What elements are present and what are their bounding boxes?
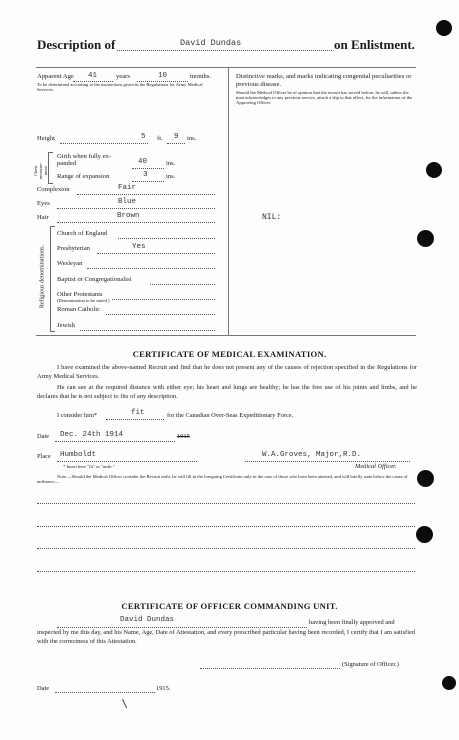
religion-bracket bbox=[50, 226, 55, 332]
roman-catholic-label: Roman Catholic bbox=[57, 306, 101, 313]
age-months-value: 10 bbox=[158, 72, 168, 80]
years-label: years bbox=[116, 73, 130, 80]
officer-signature-label: (Signature of Officer.) bbox=[342, 661, 399, 668]
fit-footnote: * Insert here "fit" or "unfit." bbox=[63, 464, 115, 469]
baptist-label: Baptist or Congregationalist bbox=[57, 276, 132, 283]
punch-hole-4 bbox=[417, 470, 434, 487]
distinctive-marks-title: Distinctive marks, and marks indicating congenital peculiarities or previous disease. bbox=[236, 73, 412, 88]
medical-officer-signature: W.A.Groves, Major,R.D. bbox=[262, 451, 362, 459]
wesleyan-label: Wesleyan bbox=[57, 260, 83, 267]
hair-value: Brown bbox=[117, 212, 140, 220]
range-ins-label: ins. bbox=[166, 173, 176, 180]
eyes-label: Eyes bbox=[37, 200, 50, 207]
commanding-line1-suffix: having been finally approved and bbox=[309, 619, 395, 626]
chest-measurement-label: Chest measure-ment bbox=[33, 162, 49, 180]
other-protestants-label: Other Protestants bbox=[57, 291, 103, 298]
girth-label: Girth when fully ex-panded bbox=[57, 153, 112, 167]
ink-mark bbox=[122, 698, 130, 709]
height-label: Height bbox=[37, 135, 55, 142]
divider-vertical bbox=[228, 67, 229, 335]
jewish-label: Jewish bbox=[57, 322, 75, 329]
medical-officer-label: Medical Officer. bbox=[355, 463, 397, 470]
complexion-label: Complexion bbox=[37, 186, 70, 193]
unfitness-line-2 bbox=[37, 526, 415, 527]
place-value: Humboldt bbox=[60, 451, 97, 459]
distinctive-marks-value: NIL: bbox=[262, 213, 282, 222]
presbyterian-label: Presbyterian bbox=[57, 245, 90, 252]
other-protestants-note: (Denomination to be stated.) bbox=[57, 298, 110, 303]
hair-label: Hair bbox=[37, 214, 49, 221]
medical-date-label: Date bbox=[37, 433, 50, 440]
age-note: To be determined according to the instructions given in the Regulations for Army Medical Services. bbox=[37, 82, 203, 93]
punch-hole-bottom bbox=[442, 676, 456, 690]
medical-para-2: He can see at the required distance with either eye; his heart and lungs are healthy; he has the free use of his joints and limbs, and he declares that he is not subject to fits of any description. bbox=[37, 384, 417, 400]
punch-hole-3 bbox=[417, 230, 434, 247]
fit-value: fit bbox=[131, 409, 145, 417]
height-ft-value: 5 bbox=[141, 133, 146, 141]
commanding-para: inspected by me this day, and his Name, Age, Date of Attestation, and every prescribed particular having been recorded, I certify that I am satisfied with the correctness of this Attestation. bbox=[37, 629, 415, 645]
medical-certificate-title: CERTIFICATE OF MEDICAL EXAMINATION. bbox=[132, 349, 327, 359]
commanding-year-printed: 1915. bbox=[156, 685, 171, 692]
distinctive-marks-note: Should the Medical Officer be of opinion that the recruit has served before, he will, unless the man acknowledges to any previous service, attach a slip to that effect, for the information of the Approving Officer. bbox=[236, 90, 413, 106]
ft-label: ft. bbox=[157, 135, 163, 142]
unfitness-line-1 bbox=[37, 503, 415, 504]
recruit-name: David Dundas bbox=[180, 38, 242, 48]
religious-denominations-label: Religious denominations. bbox=[38, 244, 46, 309]
ins-label: ins. bbox=[187, 135, 197, 142]
consider-prefix: I consider him* bbox=[57, 412, 98, 419]
months-label: months. bbox=[190, 73, 212, 80]
chest-bracket bbox=[48, 152, 53, 184]
consider-suffix: for the Canadian Over-Seas Expeditionary Force. bbox=[167, 412, 294, 419]
medical-para-1: I have examined the above-named Recruit and find that he does not present any of the causes of rejection specified in the Regulations for Army Medical Services. bbox=[37, 364, 417, 380]
medical-year-printed: 1915 bbox=[177, 433, 190, 440]
punch-hole-5 bbox=[416, 526, 433, 543]
girth-ins-label: ins. bbox=[166, 160, 176, 167]
place-label: Place bbox=[37, 453, 51, 460]
commanding-recruit-name: David Dundas bbox=[120, 616, 175, 624]
age-years-value: 41 bbox=[88, 72, 98, 80]
girth-value: 40 bbox=[138, 158, 148, 166]
unfitness-line-3 bbox=[37, 548, 415, 549]
complexion-value: Fair bbox=[118, 184, 137, 192]
range-value: 3 bbox=[143, 171, 148, 179]
medical-date-value: Dec. 24th 1914 bbox=[60, 431, 124, 439]
medical-note: Note.—Should the Medical Officer consider the Recruit unfit, he will fill in the foregoing Certificate only in the case of those who have been attested, and will briefly state below the cause of unfitness:— bbox=[37, 474, 408, 485]
punch-hole-top bbox=[436, 20, 452, 36]
divider-bottom bbox=[36, 335, 416, 336]
commanding-certificate-title: CERTIFICATE OF OFFICER COMMANDING UNIT. bbox=[121, 601, 338, 611]
divider-top bbox=[36, 67, 416, 68]
commanding-date-label: Date bbox=[37, 685, 50, 692]
presbyterian-value: Yes bbox=[132, 243, 146, 251]
height-ins-value: 9 bbox=[174, 133, 179, 141]
header-description-of: Description of bbox=[37, 37, 116, 52]
unfitness-line-4 bbox=[37, 571, 415, 572]
header-on-enlistment: on Enlistment. bbox=[334, 37, 415, 52]
church-of-england-label: Church of England bbox=[57, 230, 108, 237]
range-label: Range of expansion bbox=[57, 173, 110, 180]
punch-hole-2 bbox=[426, 162, 442, 178]
eyes-value: Blue bbox=[118, 198, 137, 206]
apparent-age-label: Apparent Age bbox=[37, 73, 74, 80]
